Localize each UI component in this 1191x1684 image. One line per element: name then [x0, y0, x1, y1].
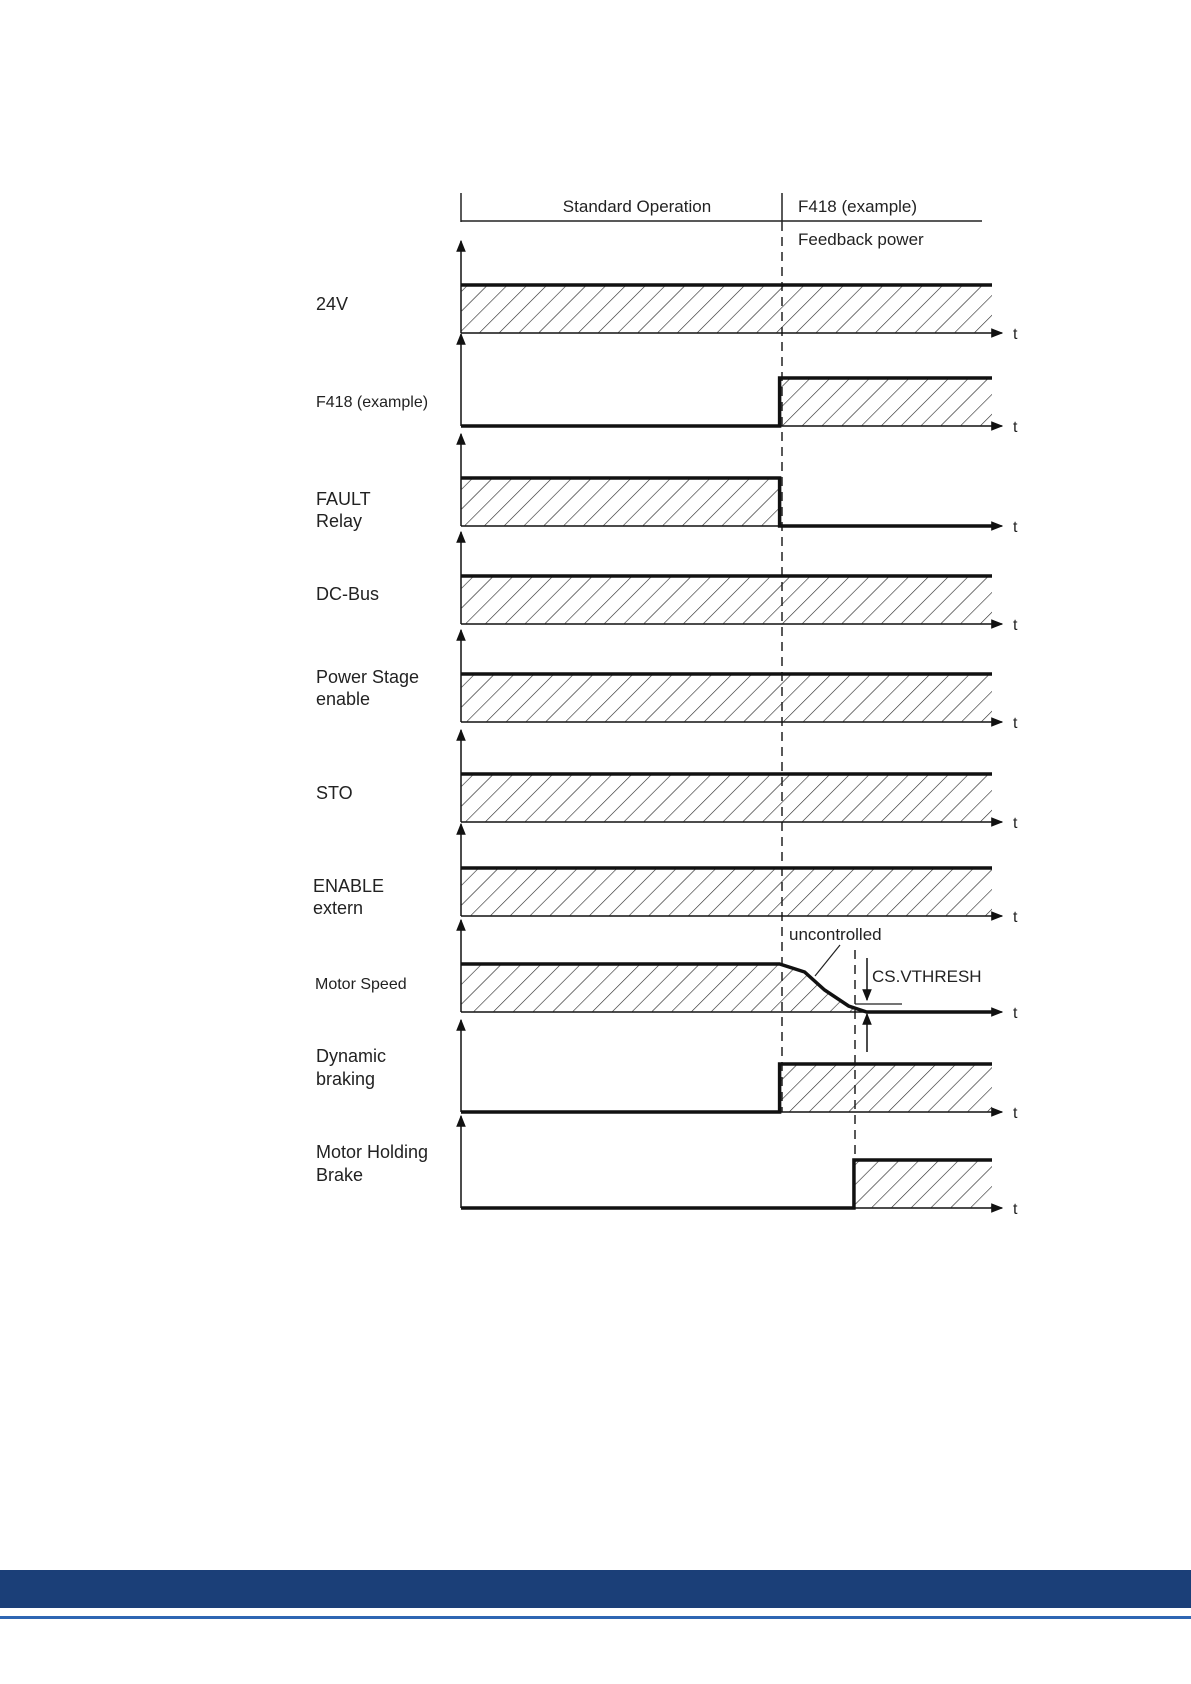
row-dc-bus	[316, 532, 1018, 634]
high-state-hatch	[461, 478, 780, 526]
high-state-hatch	[461, 576, 992, 624]
cs-vthresh-label: CS.VTHRESH	[872, 967, 982, 986]
row-label-sto: STO	[316, 783, 353, 803]
row-label-f418: F418 (example)	[316, 394, 429, 411]
row-label-dynamic-braking: Dynamic	[316, 1046, 387, 1066]
time-axis-label: t	[1013, 1201, 1018, 1218]
row-label-dynamic-braking: braking	[316, 1069, 376, 1089]
row-label-motor-holding-brake: Brake	[316, 1165, 364, 1185]
row-f418	[316, 334, 1018, 436]
row-label-enable-extern: extern	[313, 898, 364, 918]
row-label-power-stage-enable: enable	[316, 689, 371, 709]
footer-band	[0, 1570, 1191, 1608]
time-axis-label: t	[1013, 715, 1018, 732]
row-fault-relay	[316, 434, 1018, 536]
time-axis-label: t	[1013, 519, 1018, 536]
row-motor-holding-brake	[316, 1116, 1018, 1218]
row-power-stage-enable	[316, 630, 1018, 732]
high-state-hatch	[461, 285, 992, 333]
high-state-hatch	[780, 378, 992, 426]
row-label-power-stage-enable: Power Stage	[316, 667, 420, 687]
footer-rule	[0, 1616, 1191, 1619]
standard-operation-label: Standard Operation	[562, 197, 712, 216]
row-24v	[316, 241, 1018, 343]
high-state-hatch	[461, 674, 992, 722]
time-axis-label: t	[1013, 1105, 1018, 1122]
time-axis-label: t	[1013, 815, 1018, 832]
row-label-fault-relay: Relay	[316, 511, 363, 531]
uncontrolled-label: uncontrolled	[789, 925, 882, 944]
row-label-fault-relay: FAULT	[316, 489, 371, 509]
row-label-enable-extern: ENABLE	[313, 876, 385, 896]
feedback-power-label: Feedback power	[798, 230, 924, 249]
high-state-hatch	[461, 774, 992, 822]
time-axis-label: t	[1013, 419, 1018, 436]
row-label-motor-speed: Motor Speed	[315, 976, 407, 993]
row-label-24v: 24V	[316, 294, 349, 314]
row-label-motor-holding-brake: Motor Holding	[316, 1142, 429, 1162]
time-axis-label: t	[1013, 326, 1018, 343]
uncontrolled-leader	[815, 945, 840, 976]
row-enable-extern	[313, 824, 1018, 926]
high-state-hatch	[854, 1160, 992, 1208]
high-state-hatch	[461, 964, 780, 1012]
row-sto	[316, 730, 1018, 832]
row-dynamic-braking	[316, 1020, 1018, 1122]
row-label-dc-bus: DC-Bus	[316, 584, 380, 604]
time-axis-label: t	[1013, 1005, 1018, 1022]
high-state-hatch	[461, 868, 992, 916]
diagram-header	[461, 193, 982, 249]
high-state-hatch	[780, 1064, 992, 1112]
f418-header-label: F418 (example)	[798, 197, 918, 216]
time-axis-label: t	[1013, 909, 1018, 926]
time-axis-label: t	[1013, 617, 1018, 634]
signal-rows	[313, 241, 1018, 1218]
